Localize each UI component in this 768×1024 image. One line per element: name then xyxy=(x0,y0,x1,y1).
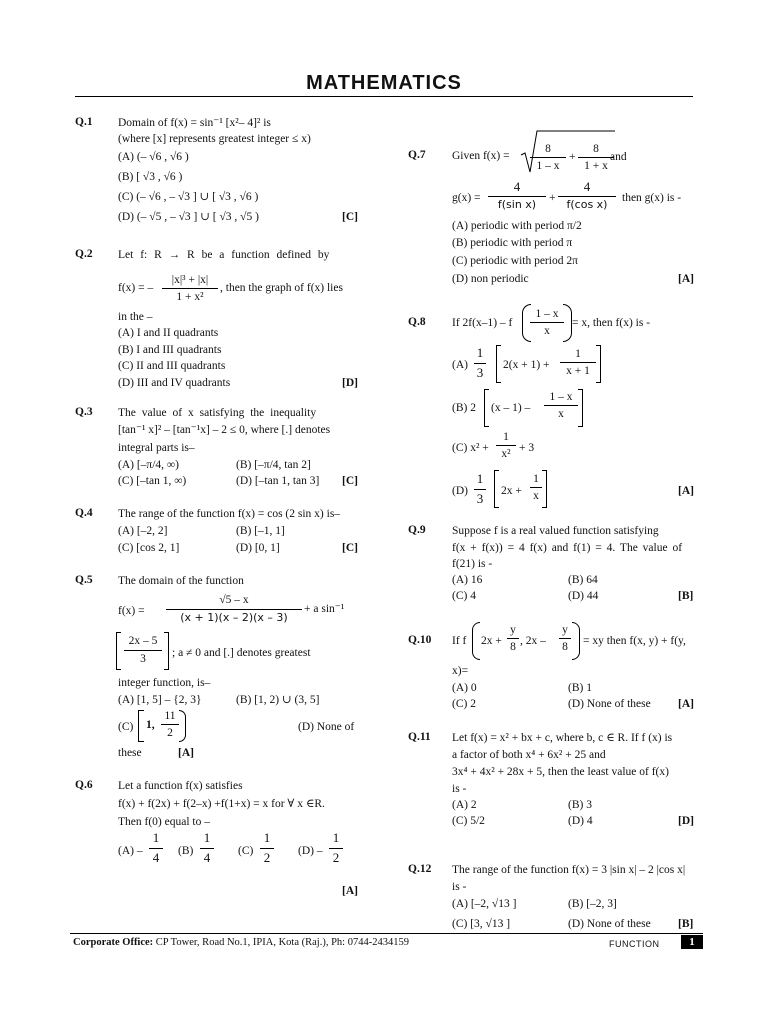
q5-c-num: 11 xyxy=(164,710,176,722)
q9-option-a: (A) 16 xyxy=(452,574,483,586)
q6-b-den: 4 xyxy=(203,850,211,865)
q8-b-bracket-l xyxy=(484,389,489,427)
q3-number: Q.3 xyxy=(75,406,93,418)
q7-gd2: f(cos x) xyxy=(566,198,608,211)
q10-stem-tail: = xy then f(x, y) + f(y, xyxy=(583,635,686,647)
q5-c-bracket xyxy=(138,710,144,742)
q7-gd1: f(sin x) xyxy=(497,198,537,211)
q4-option-b: (B) [–1, 1] xyxy=(236,525,285,537)
q10-bar1 xyxy=(507,638,519,639)
q12-number: Q.12 xyxy=(408,863,432,875)
q7-option-b: (B) periodic with period π xyxy=(452,237,573,249)
q8-frac-bar xyxy=(530,322,564,323)
q8-d-bracket-r xyxy=(542,470,547,508)
q5-frac-bar xyxy=(166,609,302,610)
q10-paren-right xyxy=(572,622,580,660)
q8-a-fnum: 1 xyxy=(575,348,581,360)
q12-option-c: (C) [3, √13 ] xyxy=(452,918,511,930)
q7-option-a: (A) periodic with period π/2 xyxy=(452,220,582,232)
q8-number: Q.8 xyxy=(408,316,426,328)
q8-b-bracket-r xyxy=(578,389,583,427)
q7-plus: + xyxy=(569,151,576,163)
q8-a-third-den: 3 xyxy=(476,365,484,380)
q2-stem-tail: , then the graph of f(x) lies xyxy=(220,282,343,294)
q5-option-a: (A) [1, 5] – {2, 3} xyxy=(118,694,202,706)
q6-d-bar xyxy=(329,848,343,849)
q9-option-b: (B) 64 xyxy=(568,574,598,586)
q11-answer: [D] xyxy=(678,815,694,827)
q5-option-c-label: (C) xyxy=(118,721,134,733)
q10-stem-2: x)= xyxy=(452,665,469,677)
q6-b-bar xyxy=(200,848,214,849)
q2-frac-den: 1 + x² xyxy=(176,291,204,303)
q8-c-tail: + 3 xyxy=(519,442,535,454)
q10-answer: [A] xyxy=(678,698,694,710)
q1-stem-note: (where [x] represents greatest integer ≤ x) xyxy=(118,133,311,145)
q6-d-num: 1 xyxy=(332,830,340,845)
q2-option-b: (B) I and III quadrants xyxy=(118,344,222,356)
q8-d-third-den: 3 xyxy=(476,491,484,506)
q7-answer: [A] xyxy=(678,273,694,285)
q5-c-bar xyxy=(161,724,179,725)
q8-option-c-label: (C) x² + xyxy=(452,442,489,454)
q7-then: then g(x) is - xyxy=(622,192,682,204)
q8-a-fbar xyxy=(560,362,596,363)
q10-y2: y xyxy=(562,624,568,636)
q8-d-bracket-l xyxy=(494,470,499,508)
q12-stem-2: is - xyxy=(452,881,467,893)
q8-b-fden: x xyxy=(558,408,564,420)
q8-a-bracket-r xyxy=(596,345,601,383)
q1-stem: Domain of f(x) = sin⁻¹ [x²– 4]² is xyxy=(118,117,271,129)
q10-paren-left xyxy=(472,622,480,660)
q11-option-c: (C) 5/2 xyxy=(452,815,485,827)
q7-and: and xyxy=(610,151,627,163)
q5-option-d: (D) None of xyxy=(298,721,355,733)
q10-bar2 xyxy=(559,638,571,639)
q8-b-fnum: 1 – x xyxy=(549,391,573,403)
q12-answer: [B] xyxy=(678,918,694,930)
q8-d-third-num: 1 xyxy=(476,471,484,486)
q10-option-d: (D) None of these xyxy=(568,698,651,710)
q5-number: Q.5 xyxy=(75,574,93,586)
q10-if: If f xyxy=(452,635,467,647)
q5-answer: [A] xyxy=(178,747,194,759)
q7-gn1: 4 xyxy=(513,179,521,194)
q5-bracket-num: 2x – 5 xyxy=(128,635,158,647)
q7-bar1 xyxy=(530,157,566,158)
q5-option-b: (B) [1, 2) ∪ (3, 5] xyxy=(236,694,320,706)
q4-number: Q.4 xyxy=(75,507,93,519)
q8-a-fden: x + 1 xyxy=(566,365,590,377)
q8-frac-num: 1 – x xyxy=(535,308,559,320)
q6-stem-2: f(x) + f(2x) + f(2–x) +f(1+x) = x for ∀ x ∈R. xyxy=(118,798,325,810)
q3-stem-2: [tan⁻¹ x]² – [tan⁻¹x] – 2 ≤ 0, where [.] denotes xyxy=(118,424,331,436)
q11-stem-3: 3x⁴ + 4x² + 28x + 5, then the least value of f(x) xyxy=(452,766,669,778)
q8-a-body: 2(x + 1) + xyxy=(503,359,550,371)
q3-option-d: (D) [–tan 1, tan 3] xyxy=(236,475,320,487)
q9-number: Q.9 xyxy=(408,524,426,536)
q5-plus-asin: + a sin⁻¹ xyxy=(304,603,345,615)
q5-frac-den: (x + 1)(x – 2)(x – 3) xyxy=(180,611,288,624)
q10-term-1: 2x + xyxy=(481,635,502,647)
page-title: MATHEMATICS xyxy=(306,72,462,94)
q10-eight2: 8 xyxy=(562,641,568,653)
q8-a-third-bar xyxy=(474,363,486,364)
q11-option-a: (A) 2 xyxy=(452,799,477,811)
q2-frac-num: |x|³ + |x| xyxy=(171,274,209,286)
q6-answer: [A] xyxy=(342,885,358,897)
q8-c-fden: x² xyxy=(501,448,511,460)
q5-frac-num: √5 – x xyxy=(219,594,249,606)
title-rule xyxy=(75,96,693,97)
q8-b-body: (x – 1) – xyxy=(491,402,531,414)
q4-option-a: (A) [–2, 2] xyxy=(118,525,168,537)
q2-stem-end: in the – xyxy=(118,311,153,323)
q7-gn2: 4 xyxy=(583,179,591,194)
q4-option-c: (C) [cos 2, 1] xyxy=(118,542,180,554)
q5-fx: f(x) = xyxy=(118,605,145,617)
q2-fx: f(x) = – xyxy=(118,282,154,294)
q1-option-d: (D) (– √5 , – √3 ] ∪ [ √3 , √5 ) xyxy=(118,211,259,223)
q1-option-c: (C) (– √6 , – √3 ] ∪ [ √3 , √6 ) xyxy=(118,191,259,203)
q12-option-a: (A) [–2, √13 ] xyxy=(452,898,517,910)
q8-paren-right xyxy=(563,304,572,342)
q7-d1: 1 – x xyxy=(536,160,560,172)
q9-stem-2: f(x + f(x)) = 4 f(x) and f(1) = 4. The value of xyxy=(452,542,683,554)
q5-bracket-bar xyxy=(124,650,162,651)
q7-d2: 1 + x xyxy=(584,160,608,172)
q6-c-den: 2 xyxy=(263,850,271,865)
q10-y1: y xyxy=(510,624,516,636)
q10-term-2: , 2x – xyxy=(520,635,546,647)
q5-bracket-den: 3 xyxy=(140,653,146,665)
q12-option-b: (B) [–2, 3] xyxy=(568,898,617,910)
q6-option-c: (C) xyxy=(238,845,254,857)
q5-bracket-left xyxy=(116,632,121,670)
q11-option-b: (B) 3 xyxy=(568,799,592,811)
q8-stem: If 2f(x–1) – f xyxy=(452,317,513,329)
q6-c-bar xyxy=(260,848,274,849)
q2-stem: Let f: R → R be a function defined by xyxy=(118,249,330,261)
q8-d-fnum: 1 xyxy=(533,473,539,485)
q6-b-num: 1 xyxy=(203,830,211,845)
q7-option-d: (D) non periodic xyxy=(452,273,529,285)
q8-c-fbar xyxy=(496,445,516,446)
q9-stem-3: f(21) is - xyxy=(452,558,493,570)
q8-d-fbar xyxy=(530,487,542,488)
q6-c-num: 1 xyxy=(263,830,271,845)
q6-option-b: (B) xyxy=(178,845,194,857)
q5-bracket-right xyxy=(164,632,169,670)
q5-option-d-2: these xyxy=(118,747,142,759)
q6-option-a: (A) – xyxy=(118,845,143,857)
q7-gplus: + xyxy=(549,192,556,204)
q7-gx: g(x) = xyxy=(452,192,481,204)
q2-option-d: (D) III and IV quadrants xyxy=(118,377,231,389)
q8-frac-den: x xyxy=(544,325,550,337)
footer-address xyxy=(73,937,409,948)
q2-frac-bar xyxy=(162,288,218,289)
q2-option-c: (C) II and III quadrants xyxy=(118,360,226,372)
q7-bar2 xyxy=(578,157,614,158)
q8-option-a-label: (A) xyxy=(452,359,468,371)
q9-option-d: (D) 44 xyxy=(568,590,599,602)
q2-option-a: (A) I and II quadrants xyxy=(118,327,219,339)
q2-answer: [D] xyxy=(342,377,358,389)
q9-stem: Suppose f is a real valued function satisfying xyxy=(452,525,659,537)
q11-stem: Let f(x) = x² + bx + c, where b, c ∈ R. If f (x) is xyxy=(452,732,673,744)
q5-stem: The domain of the function xyxy=(118,575,244,587)
q7-given: Given f(x) = xyxy=(452,150,510,162)
q8-d-third-bar xyxy=(474,489,486,490)
q7-number: Q.7 xyxy=(408,149,426,161)
q11-stem-4: is - xyxy=(452,783,467,795)
q8-option-b-label: (B) 2 xyxy=(452,402,476,414)
q8-a-third-num: 1 xyxy=(476,345,484,360)
q11-number: Q.11 xyxy=(408,731,431,743)
q8-b-fbar xyxy=(544,405,578,406)
q10-option-b: (B) 1 xyxy=(568,682,592,694)
q8-answer: [A] xyxy=(678,485,694,497)
q1-number: Q.1 xyxy=(75,116,93,128)
q3-stem: The value of x satisfying the inequality xyxy=(118,407,317,419)
page-number: 1 xyxy=(681,935,703,949)
q4-stem: The range of the function f(x) = cos (2 sin x) is– xyxy=(118,508,341,520)
footer-label: Corporate Office: xyxy=(73,937,154,948)
q3-option-a: (A) [–π/4, ∞) xyxy=(118,459,179,471)
q12-stem: The range of the function f(x) = 3 |sin x| – 2 |cos x| xyxy=(452,864,686,876)
q10-option-a: (A) 0 xyxy=(452,682,477,694)
q6-number: Q.6 xyxy=(75,779,93,791)
q10-number: Q.10 xyxy=(408,634,432,646)
footer-text: CP Tower, Road No.1, IPIA, Kota (Raj.), Ph: 0744-2434159 xyxy=(153,937,409,948)
q8-d-fden: x xyxy=(533,490,539,502)
q8-a-bracket-l xyxy=(496,345,501,383)
q6-a-num: 1 xyxy=(152,830,160,845)
q11-option-d: (D) 4 xyxy=(568,815,593,827)
q6-a-bar xyxy=(149,848,163,849)
q8-stem-tail: = x, then f(x) is - xyxy=(572,317,651,329)
q7-gbar2 xyxy=(558,196,616,197)
q10-option-c: (C) 2 xyxy=(452,698,476,710)
q8-c-fnum: 1 xyxy=(503,431,509,443)
q7-gbar1 xyxy=(488,196,546,197)
q4-option-d: (D) [0, 1] xyxy=(236,542,280,554)
q3-stem-3: integral parts is– xyxy=(118,442,195,454)
q6-stem-3: Then f(0) equal to – xyxy=(118,816,210,828)
q1-option-a: (A) (– √6 , √6 ) xyxy=(118,151,189,163)
q5-c-paren xyxy=(179,710,186,742)
q3-option-c: (C) [–tan 1, ∞) xyxy=(118,475,187,487)
q6-stem: Let a function f(x) satisfies xyxy=(118,780,243,792)
q9-option-c: (C) 4 xyxy=(452,590,476,602)
q5-stem-3: integer function, is– xyxy=(118,677,211,689)
q6-d-den: 2 xyxy=(332,850,340,865)
q1-option-b: (B) [ √3 , √6 ) xyxy=(118,171,183,183)
q12-option-d: (D) None of these xyxy=(568,918,651,930)
q7-n1: 8 xyxy=(545,143,551,155)
q10-eight1: 8 xyxy=(510,641,516,653)
q8-option-d-label: (D) xyxy=(452,485,468,497)
q1-answer: [C] xyxy=(342,211,358,223)
q8-d-body: 2x + xyxy=(501,485,522,497)
footer-rule xyxy=(70,933,703,934)
q9-answer: [B] xyxy=(678,590,694,602)
q4-answer: [C] xyxy=(342,542,358,554)
footer-topic: FUNCTION xyxy=(609,939,660,949)
q5-c-den: 2 xyxy=(167,727,173,739)
q5-c-one: 1, xyxy=(146,719,155,731)
q5-stem-2: ; a ≠ 0 and [.] denotes greatest xyxy=(172,647,311,659)
q6-option-d: (D) – xyxy=(298,845,323,857)
q3-answer: [C] xyxy=(342,475,358,487)
q7-n2: 8 xyxy=(593,143,599,155)
q6-a-den: 4 xyxy=(152,850,160,865)
q11-stem-2: a factor of both x⁴ + 6x² + 25 and xyxy=(452,749,606,761)
q3-option-b: (B) [–π/4, tan 2] xyxy=(236,459,311,471)
q7-option-c: (C) periodic with period 2π xyxy=(452,255,578,267)
q2-number: Q.2 xyxy=(75,248,93,260)
